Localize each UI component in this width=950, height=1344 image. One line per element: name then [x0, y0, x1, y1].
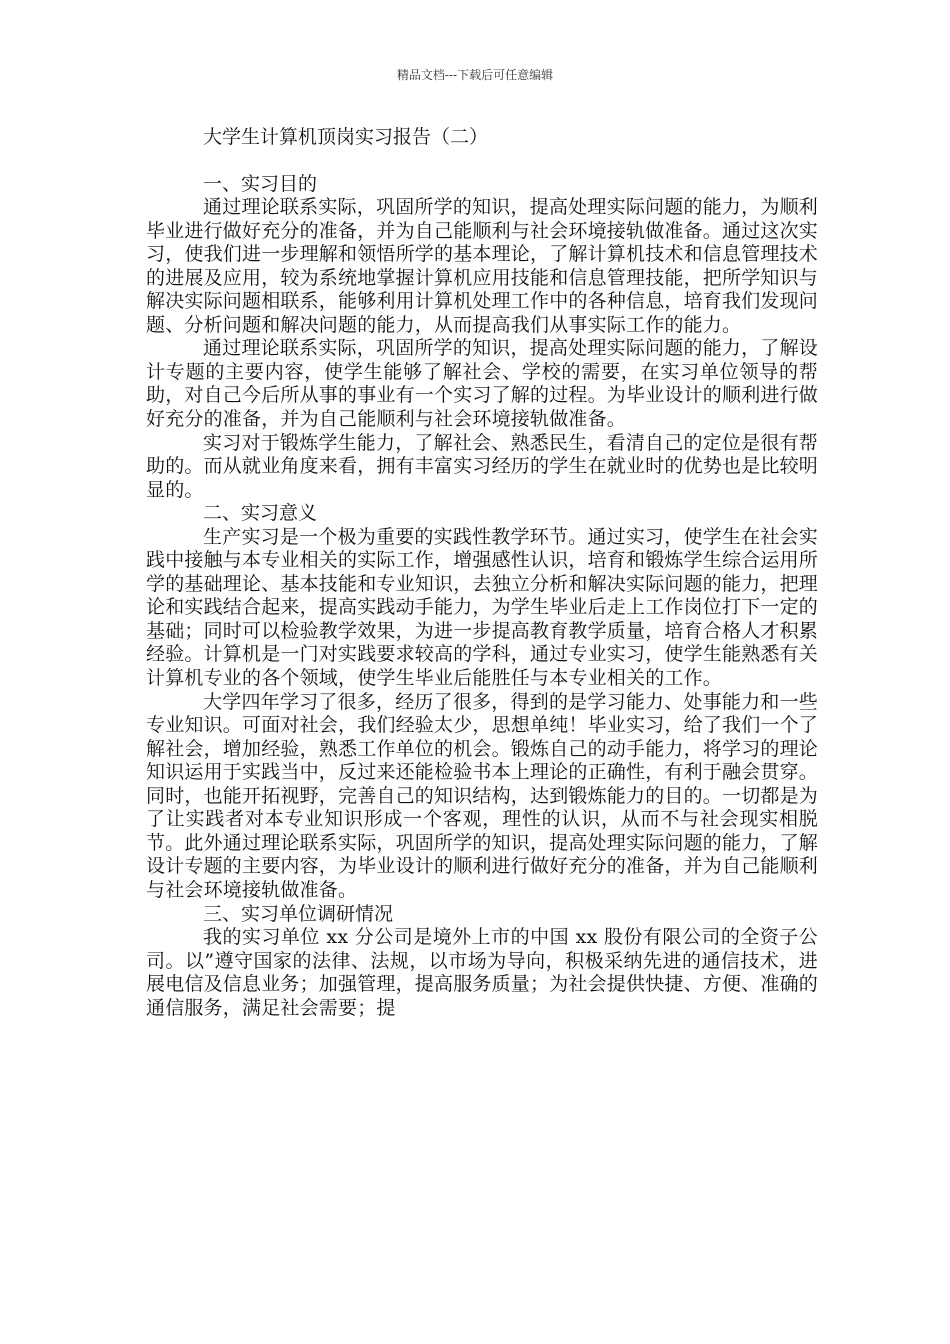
section-heading-purpose: 一、实习目的 — [203, 172, 318, 195]
paragraph: 我的实习单位 xx 分公司是境外上市的中国 xx 股份有限公司的全资子公司。以”遵守国家的法律、法规，以市场为导向，积极采纳先进的通信技术，进展电信及信息业务；加强管理，提高服务质量；为社会提供快捷、方便、准确的通信服务，满足社会需要；提 — [146, 926, 819, 1019]
paragraph: 实习对于锻炼学生能力，了解社会、熟悉民生，看清自己的定位是很有帮助的。而从就业角度来看，拥有丰富实习经历的学生在就业时的优势也是比较明显的。 — [146, 431, 819, 501]
paragraph: 通过理论联系实际，巩固所学的知识，提高处理实际问题的能力，为顺利毕业进行做好充分的准备，并为自己能顺利与社会环境接轨做准备。通过这次实习，使我们进一步理解和领悟所学的基本理论，了解计算机技术和信息管理技术的进展及应用，较为系统地掌握计算机应用技能和信息管理技能，把所学知识与解决实际问题相联系，能够利用计算机处理工作中的各种信息，培育我们发现问题、分析问题和解决问题的能力，从而提高我们从事实际工作的能力。 — [146, 196, 819, 336]
section-heading-significance: 二、实习意义 — [203, 502, 318, 525]
section-heading-survey: 三、实习单位调研情况 — [203, 902, 394, 925]
page-header: 精品文档---下载后可任意编辑 — [396, 68, 554, 82]
document-title: 大学生计算机顶岗实习报告（二） — [203, 126, 489, 148]
paragraph: 生产实习是一个极为重要的实践性教学环节。通过实习，使学生在社会实践中接触与本专业相关的实际工作，增强感性认识，培育和锻炼学生综合运用所学的基础理论、基本技能和专业知识，去独立分析和解决实际问题的能力，把理论和实践结合起来，提高实践动手能力，为学生毕业后走上工作岗位打下一定的基础；同时可以检验教学效果，为进一步提高教育教学质量，培育合格人才积累经验。计算机是一门对实践要求较高的学科，通过专业实习，使学生能熟悉有关计算机专业的各个领域，使学生毕业后能胜任与本专业相关的工作。 — [146, 525, 819, 690]
document-body — [146, 126, 818, 1020]
paragraph: 通过理论联系实际，巩固所学的知识，提高处理实际问题的能力，了解设计专题的主要内容，使学生能够了解社会、学校的需要，在实习单位领导的帮助，对自己今后所从事的事业有一个实习了解的过程。为毕业设计的顺利进行做好充分的准备，并为自己能顺利与社会环境接轨做准备。 — [146, 337, 819, 431]
paragraph: 大学四年学习了很多，经历了很多，得到的是学习能力、处事能力和一些专业知识。可面对社会，我们经验太少，思想单纯！毕业实习，给了我们一个了解社会，增加经验，熟悉工作单位的机会。锻炼自己的动手能力，将学习的理论知识运用于实践当中，反过来还能检验书本上理论的正确性，有利于融会贯穿。同时，也能开拓视野，完善自己的知识结构，达到锻炼能力的目的。一切都是为了让实践者对本专业知识形成一个客观，理性的认识，从而不与社会现实相脱节。此外通过理论联系实际，巩固所学的知识，提高处理实际问题的能力，了解设计专题的主要内容，为毕业设计的顺利进行做好充分的准备，并为自己能顺利与社会环境接轨做准备。 — [146, 690, 819, 901]
